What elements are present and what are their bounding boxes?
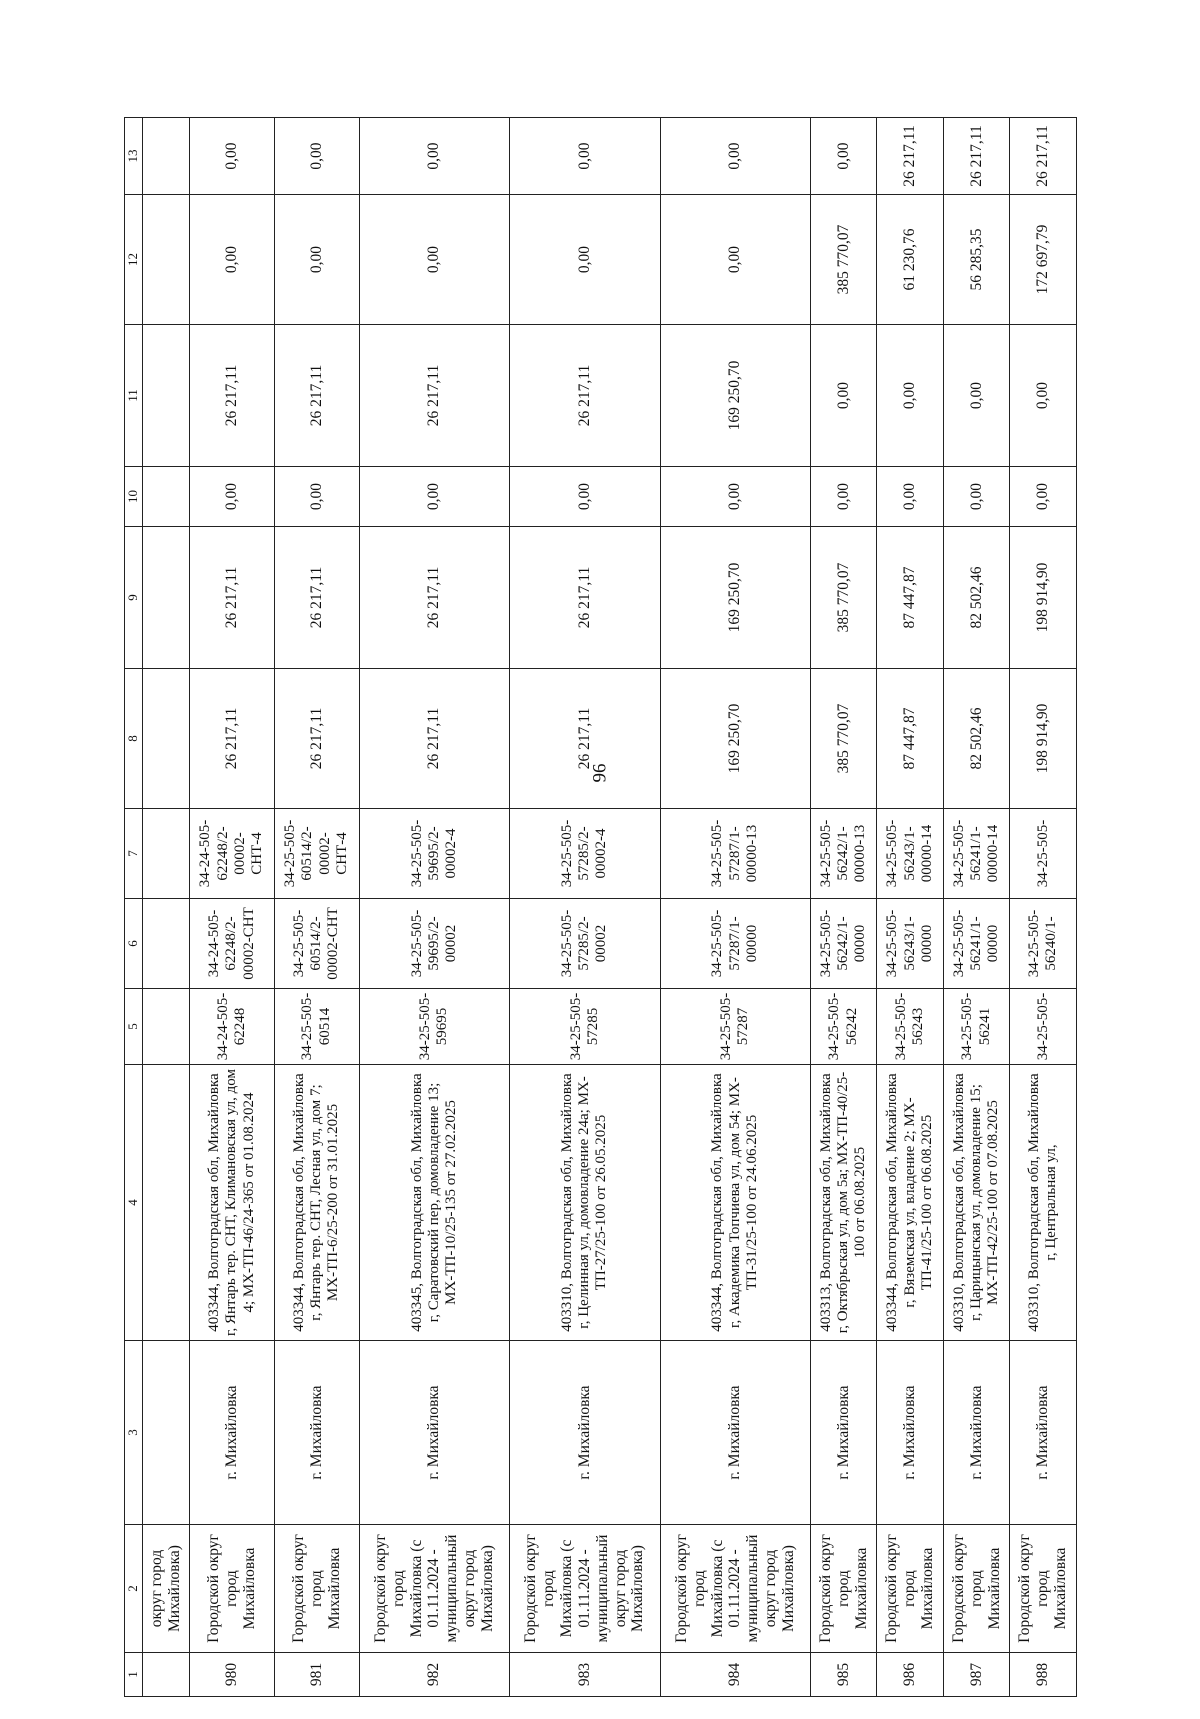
locality-cell: г. Михайловка: [359, 1341, 509, 1525]
locality-cell: г. Михайловка: [660, 1341, 810, 1525]
cell: [143, 1653, 190, 1697]
amount-cell: 0,00: [1010, 467, 1077, 527]
code-cell: 34-25-505-56241: [943, 989, 1009, 1065]
amount-cell: 0,00: [660, 195, 810, 325]
code-cell: 34-25-505-56243/1-00000-14: [877, 809, 943, 899]
code-cell: 34-25-505-57285/2-00002: [510, 899, 660, 989]
address-cell: 403344, Волгоградская обл, Михайловка г, Вяземская ул, владение 2; МХ-ТП-41/25-100 от 06.08.2025: [877, 1065, 943, 1341]
locality-cell: г. Михайловка: [510, 1341, 660, 1525]
registry-table: [124, 117, 1077, 1697]
amount-cell: 0,00: [274, 118, 359, 195]
code-cell: 34-25-505-57285: [510, 989, 660, 1065]
amount-cell: 0,00: [359, 195, 509, 325]
code-cell: 34-25-505-: [1010, 989, 1077, 1065]
amount-cell: 26 217,11: [359, 325, 509, 467]
code-cell: 34-25-505-56243/1-00000: [877, 899, 943, 989]
code-cell: 34-25-505-56240/1-: [1010, 899, 1077, 989]
row-number: 980: [190, 1653, 275, 1697]
code-cell: 34-25-505-57287/1-00000-13: [660, 809, 810, 899]
code-cell: 34-25-505-59695/2-00002-4: [359, 809, 509, 899]
table-row: [810, 118, 876, 1697]
amount-cell: 0,00: [810, 325, 876, 467]
code-cell: 34-25-505-57287: [660, 989, 810, 1065]
code-cell: 34-25-505-60514/2-00002-СНТ-4: [274, 809, 359, 899]
locality-cell: г. Михайловка: [810, 1341, 876, 1525]
amount-cell: 0,00: [510, 118, 660, 195]
column-number: 13: [125, 118, 143, 195]
amount-cell: 87 447,87: [877, 669, 943, 809]
amount-cell: 169 250,70: [660, 325, 810, 467]
column-number: 4: [125, 1065, 143, 1341]
cell: [143, 669, 190, 809]
registry-table-container: [124, 118, 1077, 1697]
address-cell: 403345, Волгоградская обл, Михайловка г, Саратовский пер, домовладение 13; МХ-ТП-10/25-135 от 27.02.2025: [359, 1065, 509, 1341]
address-cell: 403310, Волгоградская обл, Михайловка г, Целинная ул, домовладение 24а; МХ-ТП-27/25-100 от 26.05.2025: [510, 1065, 660, 1341]
table-row: [274, 118, 359, 1697]
code-cell: 34-25-505-: [1010, 809, 1077, 899]
column-number: 7: [125, 809, 143, 899]
cell: [143, 527, 190, 669]
code-cell: 34-25-505-56241/1-00000-14: [943, 809, 1009, 899]
amount-cell: 0,00: [510, 195, 660, 325]
locality-cell: г. Михайловка: [274, 1341, 359, 1525]
row-number: 981: [274, 1653, 359, 1697]
amount-cell: 169 250,70: [660, 669, 810, 809]
amount-cell: 82 502,46: [943, 669, 1009, 809]
carryover-row: [143, 118, 190, 1697]
table-row: [877, 118, 943, 1697]
code-cell: 34-25-505-57287/1-00000: [660, 899, 810, 989]
amount-cell: 169 250,70: [660, 527, 810, 669]
column-number: 12: [125, 195, 143, 325]
cell: [143, 467, 190, 527]
amount-cell: 0,00: [359, 467, 509, 527]
code-cell: 34-25-505-56242/1-00000: [810, 899, 876, 989]
column-number: 11: [125, 325, 143, 467]
row-number: 985: [810, 1653, 876, 1697]
row-number: 988: [1010, 1653, 1077, 1697]
column-number: 5: [125, 989, 143, 1065]
amount-cell: 26 217,11: [274, 527, 359, 669]
amount-cell: 0,00: [510, 467, 660, 527]
column-number: 9: [125, 527, 143, 669]
code-cell: 34-25-505-56243: [877, 989, 943, 1065]
amount-cell: 198 914,90: [1010, 669, 1077, 809]
amount-cell: 26 217,11: [510, 527, 660, 669]
locality-cell: г. Михайловка: [943, 1341, 1009, 1525]
code-cell: 34-24-505-62248/2-00002-СНТ: [190, 899, 275, 989]
table-row: [359, 118, 509, 1697]
amount-cell: 0,00: [274, 467, 359, 527]
cell: [143, 989, 190, 1065]
amount-cell: 26 217,11: [510, 325, 660, 467]
amount-cell: 26 217,11: [877, 118, 943, 195]
table-row: [1010, 118, 1077, 1697]
amount-cell: 385 770,07: [810, 669, 876, 809]
district-cell: Городской округ город Михайловка: [1010, 1525, 1077, 1653]
amount-cell: 82 502,46: [943, 527, 1009, 669]
code-cell: 34-25-505-59695/2-00002: [359, 899, 509, 989]
amount-cell: 0,00: [190, 118, 275, 195]
address-cell: 403310, Волгоградская обл, Михайловка г, Центральная ул,: [1010, 1065, 1077, 1341]
address-cell: 403313, Волгоградская обл, Михайловка г, Октябрьская ул, дом 5а; МХ-ТП-40/25-100 от 06.08.2025: [810, 1065, 876, 1341]
table-row: [190, 118, 275, 1697]
code-cell: 34-25-505-56242/1-00000-13: [810, 809, 876, 899]
column-number: 10: [125, 467, 143, 527]
column-number: 6: [125, 899, 143, 989]
amount-cell: 0,00: [877, 467, 943, 527]
district-cell: Городской округ город Михайловка: [190, 1525, 275, 1653]
locality-cell: г. Михайловка: [877, 1341, 943, 1525]
district-cell: Городской округ город Михайловка: [943, 1525, 1009, 1653]
cell: [143, 1341, 190, 1525]
amount-cell: 26 217,11: [274, 325, 359, 467]
code-cell: 34-25-505-60514: [274, 989, 359, 1065]
amount-cell: 0,00: [943, 325, 1009, 467]
carryover-district: округ город Михайловка): [143, 1525, 190, 1653]
amount-cell: 0,00: [660, 467, 810, 527]
locality-cell: г. Михайловка: [1010, 1341, 1077, 1525]
amount-cell: 26 217,11: [359, 669, 509, 809]
cell: [143, 195, 190, 325]
table-row: [510, 118, 660, 1697]
table-row: [660, 118, 810, 1697]
code-cell: 34-25-505-60514/2-00002-СНТ: [274, 899, 359, 989]
amount-cell: 26 217,11: [190, 669, 275, 809]
amount-cell: 26 217,11: [943, 118, 1009, 195]
district-cell: Городской округ город Михайловка: [877, 1525, 943, 1653]
amount-cell: 0,00: [810, 118, 876, 195]
code-cell: 34-24-505-62248: [190, 989, 275, 1065]
cell: [143, 118, 190, 195]
cell: [143, 1065, 190, 1341]
row-number: 987: [943, 1653, 1009, 1697]
amount-cell: 172 697,79: [1010, 195, 1077, 325]
amount-cell: 0,00: [943, 467, 1009, 527]
amount-cell: 87 447,87: [877, 527, 943, 669]
amount-cell: 0,00: [1010, 325, 1077, 467]
column-number-row: [125, 118, 143, 1697]
district-cell: Городской округ город Михайловка (с 01.11.2024 - муниципальный округ город Михайловка): [510, 1525, 660, 1653]
district-cell: Городской округ город Михайловка: [810, 1525, 876, 1653]
row-number: 983: [510, 1653, 660, 1697]
column-number: 2: [125, 1525, 143, 1653]
amount-cell: 0,00: [359, 118, 509, 195]
row-number: 986: [877, 1653, 943, 1697]
cell: [143, 899, 190, 989]
code-cell: 34-25-505-59695: [359, 989, 509, 1065]
amount-cell: 26 217,11: [359, 527, 509, 669]
amount-cell: 0,00: [274, 195, 359, 325]
amount-cell: 26 217,11: [1010, 118, 1077, 195]
amount-cell: 61 230,76: [877, 195, 943, 325]
code-cell: 34-24-505-62248/2-00002-СНТ-4: [190, 809, 275, 899]
district-cell: Городской округ город Михайловка (с 01.11.2024 - муниципальный округ город Михайловка): [660, 1525, 810, 1653]
code-cell: 34-25-505-56242: [810, 989, 876, 1065]
row-number: 982: [359, 1653, 509, 1697]
cell: [143, 809, 190, 899]
amount-cell: 0,00: [190, 467, 275, 527]
amount-cell: 26 217,11: [274, 669, 359, 809]
column-number: 3: [125, 1341, 143, 1525]
district-cell: Городской округ город Михайловка (с 01.11.2024 - муниципальный округ город Михайловка): [359, 1525, 509, 1653]
amount-cell: 0,00: [660, 118, 810, 195]
amount-cell: 385 770,07: [810, 527, 876, 669]
amount-cell: 0,00: [810, 467, 876, 527]
code-cell: 34-25-505-56241/1-00000: [943, 899, 1009, 989]
district-cell: Городской округ город Михайловка: [274, 1525, 359, 1653]
table-row: [943, 118, 1009, 1697]
address-cell: 403344, Волгоградская обл, Михайловка г, Янтарь тер. СНТ, Лесная ул, дом 7; МХ-ТП-6/25-200 от 31.01.2025: [274, 1065, 359, 1341]
address-cell: 403344, Волгоградская обл, Михайловка г, Янтарь тер. СНТ, Климановская ул, дом 4; МХ-ТП-46/24-365 от 01.08.2024: [190, 1065, 275, 1341]
column-number: 8: [125, 669, 143, 809]
cell: [143, 325, 190, 467]
amount-cell: 0,00: [877, 325, 943, 467]
locality-cell: г. Михайловка: [190, 1341, 275, 1525]
amount-cell: 198 914,90: [1010, 527, 1077, 669]
amount-cell: 385 770,07: [810, 195, 876, 325]
amount-cell: 26 217,11: [190, 325, 275, 467]
amount-cell: 56 285,35: [943, 195, 1009, 325]
column-number: 1: [125, 1653, 143, 1697]
row-number: 984: [660, 1653, 810, 1697]
code-cell: 34-25-505-57285/2-00002-4: [510, 809, 660, 899]
amount-cell: 26 217,11: [510, 669, 660, 809]
page-number-text: 96: [589, 763, 610, 783]
address-cell: 403310, Волгоградская обл, Михайловка г, Царицынская ул, домовладение 15; МХ-ТП-42/25-100 от 07.08.2025: [943, 1065, 1009, 1341]
address-cell: 403344, Волгоградская обл, Михайловка г, Академика Топчиева ул, дом 54; МХ-ТП-31/25-100 от 24.06.2025: [660, 1065, 810, 1341]
amount-cell: 0,00: [190, 195, 275, 325]
amount-cell: 26 217,11: [190, 527, 275, 669]
